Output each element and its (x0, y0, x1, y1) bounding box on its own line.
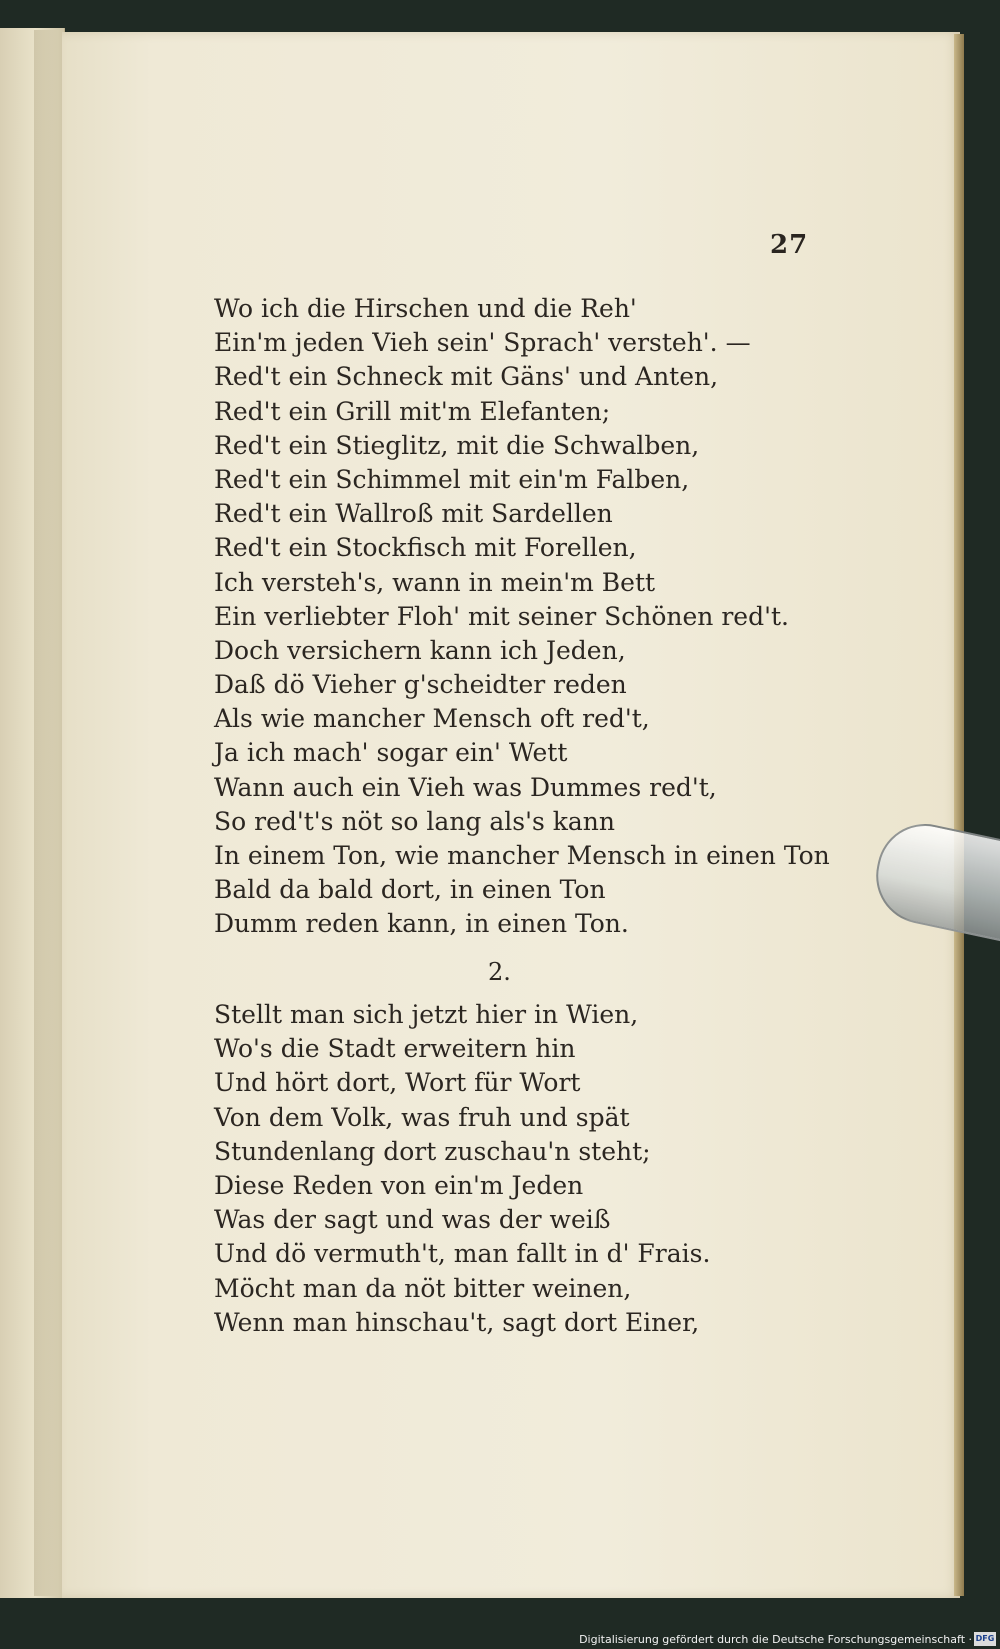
poem-line: Diese Reden von ein'm Jeden (214, 1170, 584, 1200)
section-number: 2. (488, 958, 511, 986)
poem-line: Was der sagt und was der weiß (214, 1205, 611, 1235)
footer-bar (0, 1627, 1000, 1649)
poem-line: Red't ein Stockfisch mit Forellen, (214, 533, 637, 563)
poem-line: Bald da bald dort, in einen Ton (214, 875, 606, 905)
poem-line: Möcht man da nöt bitter weinen, (214, 1273, 632, 1303)
poem-line: Red't ein Schimmel mit ein'm Falben, (214, 464, 690, 494)
poem-line: Red't ein Grill mit'm Elefanten; (214, 396, 611, 426)
poem-line: Red't ein Stieglitz, mit die Schwalben, (214, 430, 700, 460)
poem-line: Ja ich mach' sogar ein' Wett (214, 738, 568, 768)
poem-line: Von dem Volk, was fruh und spät (214, 1102, 630, 1132)
poem-line: Und hört dort, Wort für Wort (214, 1068, 581, 1098)
page-number: 27 (770, 230, 809, 260)
poem-line: Wo ich die Hirschen und die Reh' (214, 294, 637, 323)
poem-line: Doch versichern kann ich Jeden, (214, 635, 626, 665)
poem-line: Stellt man sich jetzt hier in Wien, (214, 1000, 639, 1029)
poem-line: Ein verliebter Floh' mit seiner Schönen red't. (214, 601, 789, 631)
digitization-credit: Digitalisierung gefördert durch die Deutsche Forschungsgemeinschaft · (579, 1633, 972, 1646)
poem-line: Wo's die Stadt erweitern hin (214, 1034, 576, 1064)
poem-line: Dumm reden kann, in einen Ton. (214, 909, 629, 939)
poem-line: Wenn man hinschau't, sagt dort Einer, (214, 1307, 700, 1337)
poem-line: Ein'm jeden Vieh sein' Sprach' versteh'. — (214, 328, 751, 358)
poem-line: Als wie mancher Mensch oft red't, (214, 704, 650, 734)
poem-line: Und dö vermuth't, man fallt in d' Frais. (214, 1239, 711, 1269)
poem-line: Red't ein Schneck mit Gäns' und Anten, (214, 362, 719, 392)
poem-line: So red't's nöt so lang als's kann (214, 806, 616, 836)
poem-line: Red't ein Wallroß mit Sardellen (214, 499, 613, 529)
page-fore-edge (954, 34, 964, 1596)
stanza-1 (214, 292, 854, 942)
dfg-logo: DFG (974, 1632, 996, 1646)
poem-line: In einem Ton, wie mancher Mensch in einen Ton (214, 841, 830, 870)
stanza-2 (214, 998, 854, 1340)
poem-line: Wann auch ein Vieh was Dummes red't, (214, 772, 717, 802)
page-gutter (34, 30, 64, 1596)
poem-line: Stundenlang dort zuschau'n steht; (214, 1136, 651, 1166)
poem-line: Daß dö Vieher g'scheidter reden (214, 670, 627, 700)
poem-line: Ich versteh's, wann in mein'm Bett (214, 567, 656, 597)
